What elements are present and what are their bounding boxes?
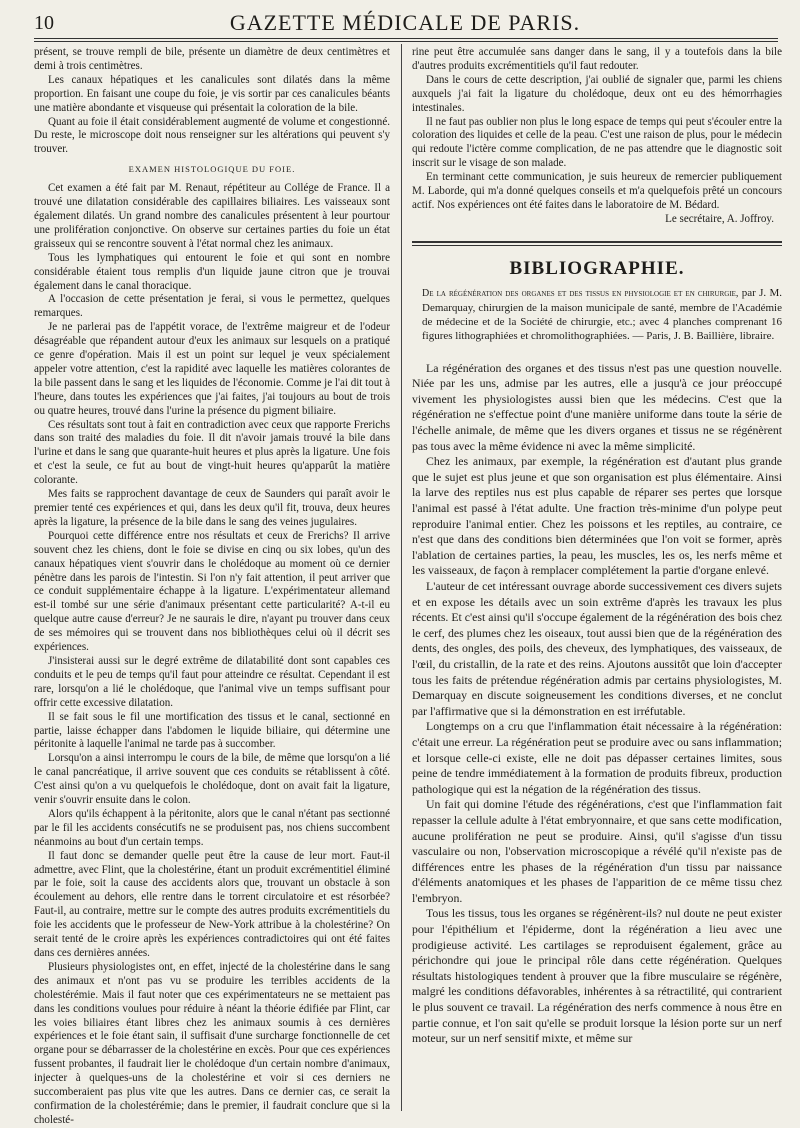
header-rule	[34, 38, 778, 42]
paragraph: Mes faits se rapprochent davantage de ceux de Saunders qui paraît avoir le premier tenté ces expériences et qui, dans les deux qu'il fit, trouva, deux heures après la ligature, la présence de la bile dans le sang des veines jugulaires.	[34, 488, 390, 528]
paragraph: Chez les animaux, par exemple, la régénération est d'autant plus grande que le sujet est plus jeune et que son organisation est plus élémentaire. Ainsi la larve des reptiles nus est plus capable de réparer ses pertes que lorsque l'animal est passé à l'état adulte. Une fraction très-minime d'un polype peut reproduire l'animal entier. Chez les poissons et les reptiles, au contraire, ce n'est que dans des conditions bien déterminées que l'on voit se former, après l'ablation de certaines parties, la peau, les muscles, les os, les nerfs même et les vaisseaux, de façon à remplacer complétement la partie d'organe enlevé.	[412, 454, 782, 578]
page-number: 10	[34, 12, 54, 34]
paragraph: La régénération des organes et des tissus n'est pas une question nouvelle. Niée par les uns, admise par les autres, elle a jusqu'à ce jour préoccupé vivement les physiologistes aussi bien que les médecins. C'est que la régénération ne s'effectue point d'une manière uniforme dans toute la série de l'échelle animale, de même que les divers organes et tissus ne se régénèrent pas tous avec la même évidence ni avec la même simplicité.	[412, 360, 782, 453]
column-divider	[401, 44, 402, 1111]
paragraph: En terminant cette communication, je suis heureux de remercier publiquement M. Laborde, qui m'a donné quelques conseils et m'a quelquefois prêté un concours actif. Nos expériences ont été faites dans le laboratoire de M. Bédard.	[412, 171, 782, 211]
paragraph: Dans le cours de cette description, j'ai oublié de signaler que, parmi les chiens auxquels j'ai fait la ligature du cholédoque, deux ont eu des hémorrhagies intestinales.	[412, 73, 782, 114]
paragraph: J'insisterai aussi sur le degré extrême de dilatabilité dont sont capables ces conduits et le peu de temps qu'il faut pour atteindre ce résultat. Cependant il est rare, lorsqu'on a lié le cholédoque, que l'animal vive un temps suffisant pour offrir cette excessive dilatation.	[34, 654, 390, 709]
paragraph: Un fait qui domine l'étude des régénérations, c'est que l'inflammation fait repasser la cellule adulte à l'état embryonnaire, et que sans cette modification, aucune prolifération ne peut se produire. Ainsi, qu'il s'agisse d'un tissu vasculaire ou non, l'observation microscopique a révélé qu'il n'existe pas de différences entre les phases de la régénération d'un tissu par naissance d'éléments anatomiques et les phases de l'apparition de ce même tissu chez l'embryon.	[412, 797, 782, 905]
paragraph: L'auteur de cet intéressant ouvrage aborde successivement ces divers sujets et en expose les détails avec un soin extrême d'après les travaux les plus récents. Et c'est ainsi qu'il s'occupe également de la régénération des bois chez le cerf, des plumes chez les oiseaux, tout aussi bien que de la régénération des dents, des ongles, des poils, des cheveux, des lymphatiques, des vaisseaux, de l'œil, du cristallin, de la rate et des reins. Ajoutons aussitôt que loin d'accepter tous les faits de prétendue régénération admis par certains physiologistes, M. Demarquay en discute soigneusement les conditions diverses, et ne conclut par l'affirmative que si la démonstration en est irréfutable.	[412, 579, 782, 718]
page-header	[34, 10, 776, 34]
paragraph: Pourquoi cette différence entre nos résultats et ceux de Frerichs? Il arrive souvent chez les chiens, dont le foie se divise en cinq ou six lobes, qu'un des canaux hépatiques vient s'ouvrir dans le cholédoque au moment où ce dernier pénètre dans les parois de l'intestin. Si l'on n'y fait attention, il peut arriver que ce conduit supplémentaire échappe à la ligature. L'expérimentateur allemand est-il tombé sur une série d'animaux présentant cette particularité? A-t-il eu quelque autre cause d'erreur? Je ne saurais le dire, n'ayant pu trouver dans ceux de ses mémoires qui se trouvent dans nos bibliothèques celui où il décrit ses expériences.	[34, 529, 390, 654]
section-rule	[412, 241, 782, 246]
paragraph: Tous les lymphatiques qui entourent le foie et qui sont en nombre considérable étaient tous remplis d'un liquide jaune citron que je trouvai également dans le canal thoracique.	[34, 251, 390, 292]
paragraph: Longtemps on a cru que l'inflammation était nécessaire à la régénération: c'était une erreur. La régénération peut se produire avec ou sans inflammation; et lorsque celle-ci existe, elle ne doit pas dépasser certaines limites, sous peine de tendre immédiatement à la formation de produits fibreux, production pathologique qui est la négation de la régénération des tissus.	[412, 719, 782, 796]
section-subheading: EXAMEN HISTOLOGIQUE DU FOIE.	[128, 164, 296, 175]
right-column	[412, 46, 782, 1047]
paragraph: rine peut être accumulée sans danger dans le sang, il y a toutefois dans la bile d'autres produits excrémentitiels qu'il faut redouter.	[412, 46, 782, 72]
paragraph: A l'occasion de cette présentation je ferai, si vous le permettez, quelques remarques.	[34, 293, 390, 320]
journal-title: GAZETTE MÉDICALE DE PARIS.	[229, 10, 581, 35]
paragraph: Tous les tissus, tous les organes se régénèrent-ils? nul doute ne peut exister pour l'épithélium et l'épiderme, dont la régénération a lieu avec une prodigieuse activité. Les cartilages se reproduisent également, grâce au périchondre qui joue le principal rôle dans cette régénération. Quelques résultats histologiques tendent à prouver que la fibre musculaire se régénère, malgré les conditions défavorables, inhérentes à sa rétractilité, qui contrarient le plus souvent ce travail. La régénération des nerfs commence à nous être en partie connue, et l'on sait qu'elle se produit lorsque la lésion porte sur un nerf moteur, sur un nerf sensitif mixte, et même sur	[412, 906, 782, 1046]
section-title: BIBLIOGRAPHIE.	[509, 257, 685, 279]
reference-title: De la régénération des organes et des tissus en physiologie et en chirurgie,	[422, 287, 739, 299]
paragraph: présent, se trouve rempli de bile, présente un diamètre de deux centimètres et demi à trois centimètres.	[34, 46, 390, 72]
paragraph: Les canaux hépatiques et les canalicules sont dilatés dans la même proportion. En faisant une coupe du foie, je vis sortir par ces canalicules béants une matière abondante et visqueuse qui présentait la coloration de la bile.	[34, 73, 390, 114]
left-column	[34, 46, 390, 1128]
reference-details: par J. M. Demarquay, chirurgien de la maison municipale de santé, membre de l'Académie de médecine et de la Société de chirurgie, etc.; avec 4 planches comprenant 16 figures lithographiées et chromolithographiées. — Paris, J. B. Baillière, libraire.	[422, 286, 783, 342]
signature: Le secrétaire, A. Joffroy.	[665, 212, 774, 225]
paragraph: Il se fait sous le fil une mortification des tissus et le canal, sectionné en partie, laisse échapper dans l'abdomen le liquide biliaire, qui détermine une péritonite à laquelle l'animal ne tarde pas à succomber.	[34, 710, 390, 751]
paragraph: Il ne faut pas oublier non plus le long espace de temps qui peut s'écouler entre la coloration des liquides et celle de la peau. C'est une raison de plus, pour le médecin qui redoute l'ictère comme complication, de ne pas attendre que le diagnostic soit inscrit sur le visage de son malade.	[412, 115, 782, 170]
paragraph: Lorsqu'on a ainsi interrompu le cours de la bile, de même que lorsqu'on a lié le canal pancréatique, il arrive souvent que ces conduits se rétablissent à côté. C'est ainsi qu'on a vu quelquefois le cholédoque, dont on avait fait la ligature, venir s'ouvrir ensuite dans le colon.	[34, 752, 390, 807]
paragraph: Il faut donc se demander quelle peut être la cause de leur mort. Faut-il admettre, avec Flint, que la cholestérine, étant un produit excrémentitiel éliminé par le foie, soit la cause des accidents alors que, trouvant un obstacle à son écoulement au dehors, elle rentre dans le torrent circulatoire et est résorbée? Faut-il, au contraire, mettre sur le compte des autres produits excrémentitiels du foie les accidents que le professeur de New-York attribue à la cholestérine? On serait tenté de le croire après les expériences contradictoires qui ont été faites dans ces dernières années.	[34, 849, 390, 959]
paragraph: Quant au foie il était considérablement augmenté de volume et congestionné. Du reste, le microscope doit nous renseigner sur les altérations qui peuvent s'y trouver.	[34, 115, 390, 156]
paragraph: Plusieurs physiologistes ont, en effet, injecté de la cholestérine dans le sang des animaux et n'ont pas vu se produire les terribles accidents de la cholestérémie. Mais il faut noter que ces expérimentateurs ne se mettaient pas dans les conditions voulues pour réduire à néant la théorie édifiée par Flint, car les voies biliaires étant libres chez les animaux soumis à ces dernières expériences et le foie étant sain, il suffisait d'une surcharge fonctionnelle de cet organe pour se débarrasser de la cholestérine en excès. Pour que ces expériences fussent probantes, il faudrait lier le cholédoque d'un certain nombre d'animaux, injecter à quelques-uns de la cholestérine et voir si ces derniers ne succomberaient pas plus vite que les autres. Dans ce dernier cas, ce serait la confirmation de la cholestérémie; dans le premier, il faudrait conclure que si la cholesté-	[34, 960, 390, 1126]
paragraph: Cet examen a été fait par M. Renaut, répétiteur au Collége de France. Il a trouvé une dilatation considérable des capillaires biliaires. Les vaisseaux sont également dilatés. Un grand nombre des canalicules présentent à leur pourtour une prolifération conjonctive. On observe sur certaines parties du foie un état graisseux qui se rencontre souvent à l'état normal chez les animaux.	[34, 182, 390, 250]
bibliographic-reference	[412, 286, 782, 343]
paragraph: Ces résultats sont tout à fait en contradiction avec ceux que rapporte Frerichs dans son traité des maladies du foie. Il dit n'avoir jamais trouvé la bile dans l'urine et dans le sang que quarante-huit heures et plus après la ligature. Une fois et c'est la seule, ce fut au bout de vingt-huit heures qu'apparût la matière colorante.	[34, 418, 390, 487]
paragraph: Je ne parlerai pas de l'appétit vorace, de l'extrême maigreur et de l'odeur désagréable que répandent autour d'eux les animaux sur lesquels on a pratiqué ce genre d'opération. Mais il est un point sur lequel je veux spécialement appeler votre attention, c'est la rapidité avec laquelle les matières colorantes de la bile passent dans le sang et les liquides de l'économie. Comme je l'ai dit tout à l'heure, dans toutes les expériences que j'ai faites, j'ai toujours au bout de trois ou quatre heures, trouvé dans l'urine la présence du pigment biliaire.	[34, 321, 390, 417]
paragraph: Alors qu'ils échappent à la péritonite, alors que le canal n'étant pas sectionné par le fil les accidents consécutifs ne se produisent pas, nos chiens succombent néanmoins au bout d'un certain temps.	[34, 807, 390, 848]
